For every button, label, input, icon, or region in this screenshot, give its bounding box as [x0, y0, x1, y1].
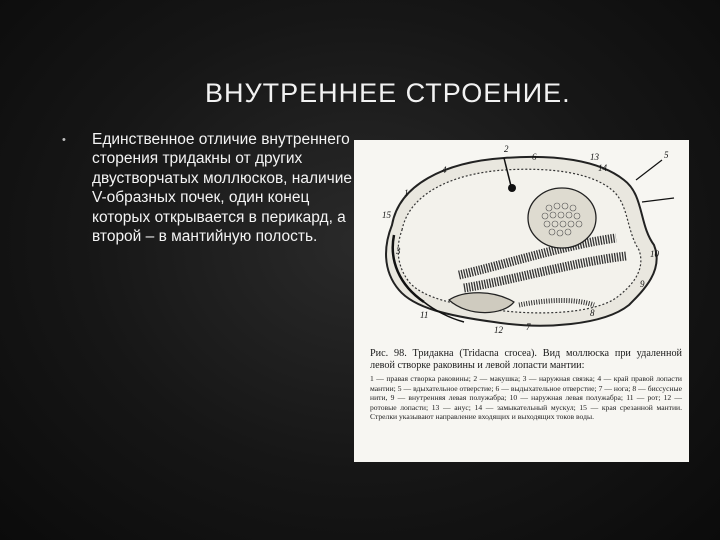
label-15: 15 — [382, 210, 391, 220]
label-10: 10 — [650, 249, 659, 259]
label-2: 2 — [504, 144, 509, 154]
caption-legend: 1 — правая створка раковины; 2 — макушка; 3 — наружная связка; 4 — край правой лопасти мантии; 5 — вдыхательное отверстие; 6 — выдыхательное отверстие; 7 — нога; 8 — биссусные нити, 9 — внутренняя левая полужабра; 10 — наружная левая полужабра; 11 — рот; 12 — ротовые лопасти; 13 — анус; 14 — замыкательный мускул; 15 — края срезанной мантии. Стрелки указывают направление входящих и выходящих токов воды. — [370, 374, 682, 422]
label-14: 14 — [598, 163, 607, 173]
label-12: 12 — [494, 325, 503, 335]
caption-title: Рис. 98. Тридакна (Tridacna crocea). Вид моллюска при удаленной левой створке раковины и левой лопасти мантии: — [370, 348, 682, 371]
label-3: 3 — [396, 246, 401, 256]
label-8: 8 — [590, 308, 595, 318]
bullet-text: Единственное отличие внутреннего сторения тридакны от других двустворчатых моллюсков, наличие V-образных почек, один конец которых открывается в перикард, а второй – в мантийную полость. — [92, 131, 353, 246]
figure-caption — [370, 348, 682, 422]
anatomy-figure — [354, 140, 689, 462]
slide-title: ВНУТРЕННЕЕ СТРОЕНИЕ. — [205, 78, 571, 108]
label-11: 11 — [420, 310, 429, 320]
tridacna-illustration — [354, 140, 689, 345]
label-7: 7 — [526, 322, 531, 332]
label-9: 9 — [640, 279, 645, 289]
bullet-marker: • — [62, 134, 66, 146]
label-6: 6 — [532, 152, 537, 162]
label-1: 1 — [404, 188, 409, 198]
label-5: 5 — [664, 150, 669, 160]
label-4: 4 — [442, 165, 447, 175]
label-13: 13 — [590, 152, 599, 162]
